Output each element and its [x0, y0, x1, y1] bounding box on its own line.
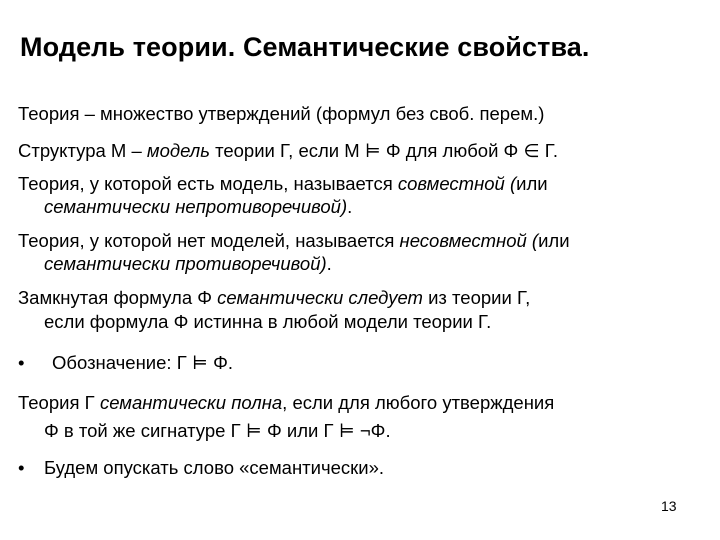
consequence-term: семантически следует — [217, 287, 423, 308]
notation-text-1: Обозначение: Γ — [52, 352, 193, 373]
completeness-text-2: , если для любого утверждения — [282, 392, 555, 413]
model-definition-line — [18, 140, 558, 162]
completeness-text-3: Φ в той же сигнатуре Γ — [44, 420, 246, 441]
slide-title: Модель теории. Семантические свойства. — [20, 32, 590, 62]
consequence-text-3: если формула Φ истинна в любой модели теории Γ. — [44, 311, 492, 332]
model-term: модель — [146, 140, 210, 161]
inconsistent-definition-line — [18, 230, 570, 252]
inconsistent-definition-continuation — [44, 253, 332, 275]
bullet-marker: • — [18, 352, 25, 373]
models-symbol: ⊨ — [338, 421, 355, 442]
omit-word-line — [44, 457, 384, 479]
inconsistent-synonym: семантически противоречивой) — [44, 253, 327, 274]
theory-definition-line — [18, 103, 544, 125]
bullet-marker: • — [18, 457, 25, 478]
completeness-term: семантически полна — [99, 392, 283, 413]
consistent-text-2: или — [516, 173, 548, 194]
model-definition-text-3: Φ для любой Φ ∈ Γ. — [380, 140, 559, 161]
page-number: 13 — [661, 498, 677, 514]
consequence-text-2: из теории Γ, — [422, 287, 531, 308]
consequence-definition-line — [18, 287, 530, 309]
models-symbol: ⊨ — [192, 353, 208, 374]
consistent-term: совместной ( — [397, 173, 517, 194]
notation-line — [52, 352, 233, 374]
consistent-synonym: семантически непротиворечивой) — [44, 196, 348, 217]
consistent-text-1: Теория, у которой есть модель, называется — [18, 173, 398, 194]
consequence-text-1: Замкнутая формула Φ — [18, 287, 218, 308]
consistent-period: . — [347, 196, 353, 217]
models-symbol: ⊨ — [364, 141, 381, 162]
completeness-definition-continuation — [44, 420, 391, 442]
model-definition-text-2: теории Γ, если M — [209, 140, 365, 161]
notation-text-2: Φ. — [207, 352, 233, 373]
completeness-text-4: Φ или Γ — [261, 420, 339, 441]
consistent-definition-continuation — [44, 196, 352, 218]
inconsistent-text-1: Теория, у которой нет моделей, называется — [18, 230, 400, 251]
theory-definition-text: Теория – множество утверждений (формул без своб. перем.) — [18, 103, 545, 124]
consistent-definition-line — [18, 173, 548, 195]
inconsistent-term: несовместной ( — [399, 230, 539, 251]
inconsistent-period: . — [326, 253, 332, 274]
consequence-definition-continuation — [44, 311, 491, 333]
inconsistent-text-2: или — [538, 230, 570, 251]
completeness-text-5: ¬Φ. — [354, 420, 391, 441]
completeness-definition-line — [18, 392, 554, 414]
model-definition-text-1: Структура M – — [18, 140, 147, 161]
omit-word-text: Будем опускать слово «семантически». — [44, 457, 385, 478]
models-symbol: ⊨ — [245, 421, 262, 442]
completeness-text-1: Теория Γ — [18, 392, 100, 413]
